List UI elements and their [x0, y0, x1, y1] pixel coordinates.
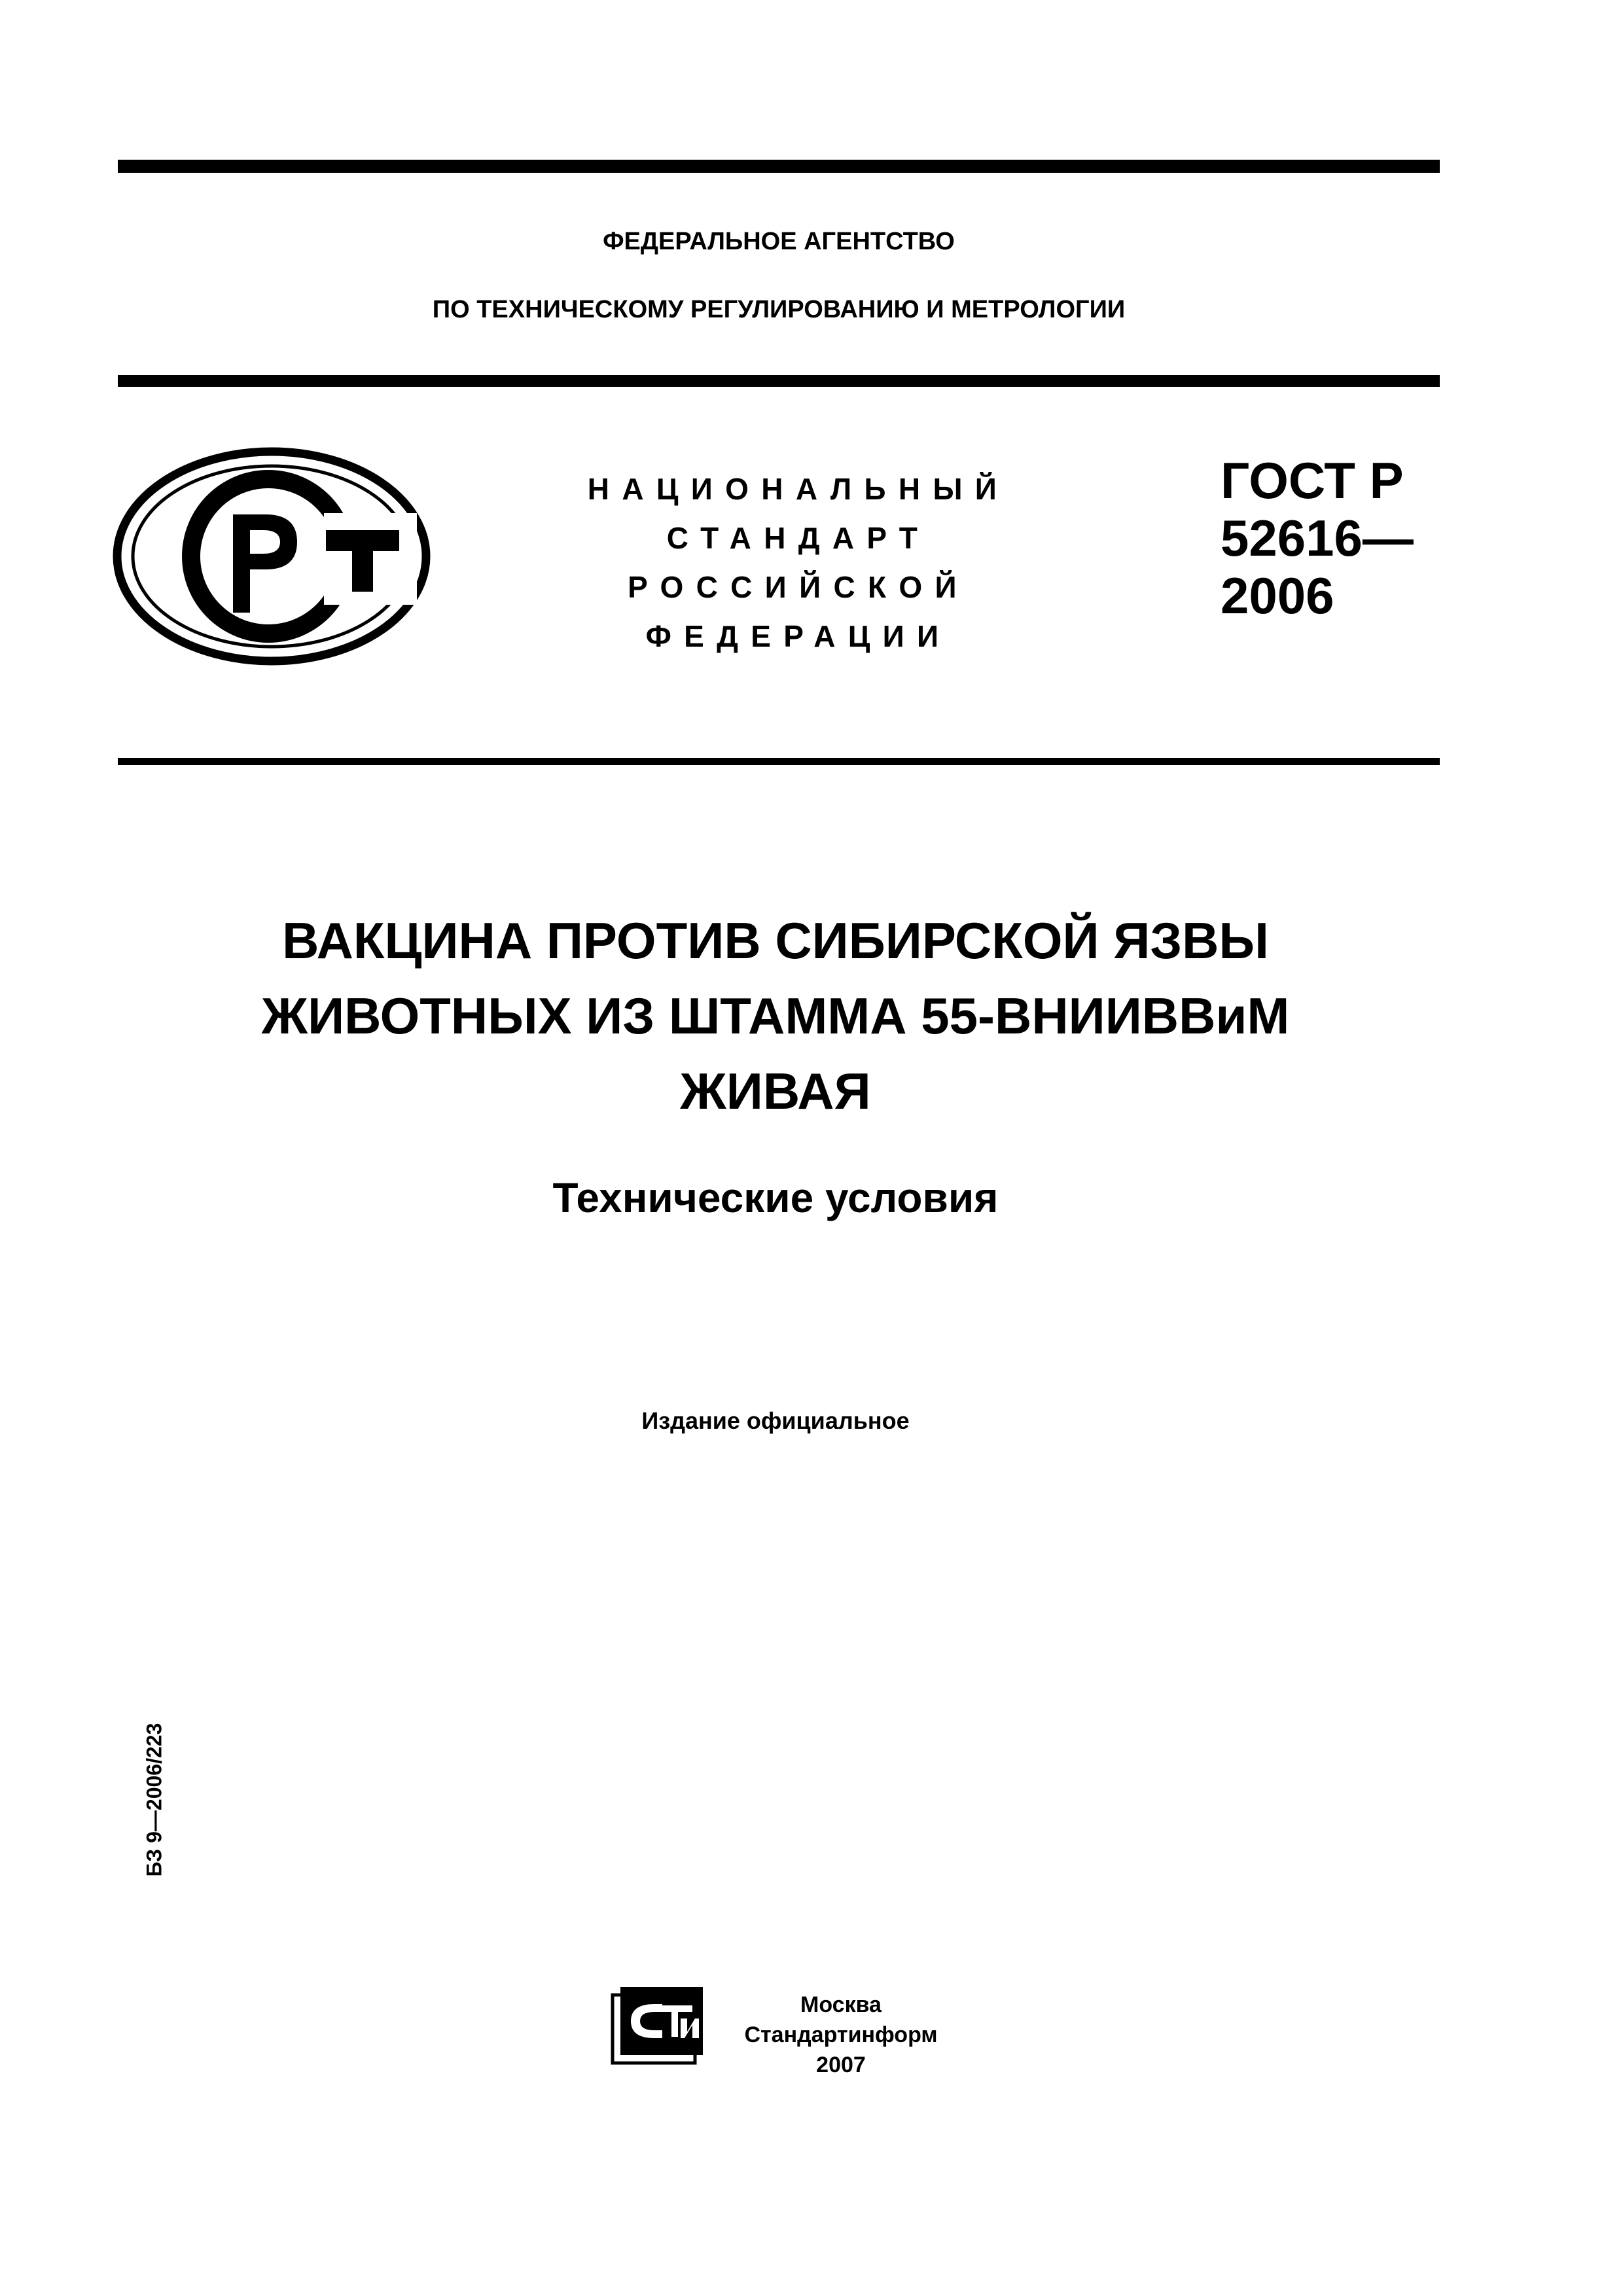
standard-type-line: РОССИЙСКОЙ	[628, 570, 969, 604]
standard-code-line: ГОСТ Р	[1221, 452, 1404, 509]
title-line: ЖИВАЯ	[680, 1062, 871, 1120]
publisher-city: Москва	[800, 1992, 882, 2017]
edition-note: Издание официальное	[641, 1407, 910, 1434]
top-rule	[118, 160, 1440, 173]
title-line: ЖИВОТНЫХ ИЗ ШТАММА 55-ВНИИВВиМ	[261, 987, 1290, 1045]
publisher-block	[720, 1990, 962, 2080]
standard-code-line: 52616—	[1221, 509, 1414, 567]
title-line: ВАКЦИНА ПРОТИВ СИБИРСКОЙ ЯЗВЫ	[282, 912, 1269, 969]
standard-code-line: 2006	[1221, 567, 1334, 624]
publisher-name: Стандартинформ	[744, 2022, 938, 2047]
bottom-rule	[118, 758, 1440, 765]
publisher-year: 2007	[816, 2053, 866, 2077]
standard-type-line: НАЦИОНАЛЬНЫЙ	[587, 472, 1010, 506]
rst-certification-mark-icon	[111, 445, 432, 668]
middle-rule	[118, 375, 1440, 387]
standard-type-line: ФЕДЕРАЦИИ	[645, 619, 952, 653]
standard-type	[569, 465, 1027, 661]
agency-name-line-1: ФЕДЕРАЛЬНОЕ АГЕНТСТВО	[603, 228, 955, 255]
catalog-code: БЗ 9—2006/223	[142, 1723, 166, 1877]
standard-code	[1221, 452, 1414, 624]
standard-type-line: СТАНДАРТ	[666, 521, 931, 555]
standartinform-logo-icon	[609, 1983, 707, 2065]
agency-name-line-2: ПО ТЕХНИЧЕСКОМУ РЕГУЛИРОВАНИЮ И МЕТРОЛОГИИ	[432, 296, 1126, 323]
document-title	[0, 903, 1551, 1129]
document-subtitle: Технические условия	[552, 1174, 999, 1221]
